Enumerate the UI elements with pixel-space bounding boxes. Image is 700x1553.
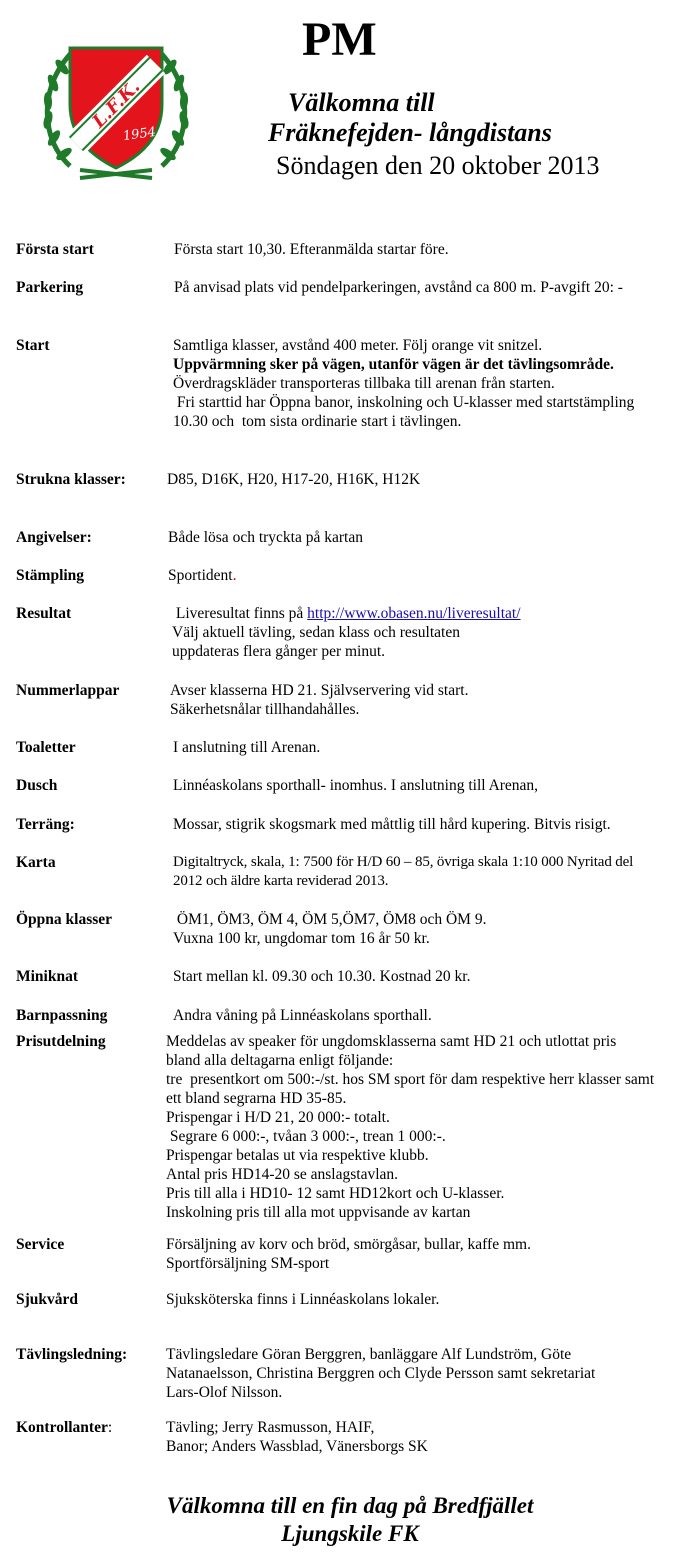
text-line: Lars-Olof Nilsson. [166, 1384, 283, 1401]
section-text [173, 738, 696, 757]
text-line: Prispengar betalas ut via respektive klubb. [166, 1147, 429, 1164]
section-text [173, 1006, 696, 1025]
section-label [16, 1418, 112, 1437]
text-line: Sportident [168, 567, 233, 584]
text-line: Digitaltryck, skala, 1: 7500 för H/D 60 – 85, övriga skala 1:10 000 Nyritad del [173, 854, 634, 870]
text-line: Både lösa och tryckta på kartan [168, 529, 363, 546]
text-line: Tävling; Jerry Rasmusson, HAIF, [166, 1419, 375, 1436]
text-line: ett bland segrarna HD 35-85. [166, 1090, 347, 1107]
section-text [173, 776, 696, 795]
text-line: Överdragskläder transporteras tillbaka till arenan från starten. [173, 375, 555, 392]
text-line: . [232, 567, 237, 584]
text-line: Sjuksköterska finns i Linnéaskolans lokaler. [166, 1291, 440, 1308]
text-line: D85, D16K, H20, H17-20, H16K, H12K [167, 471, 421, 488]
section-label: Start [16, 337, 50, 354]
section-text [167, 470, 696, 489]
text-line: Vuxna 100 kr, ungdomar tom 16 år 50 kr. [173, 930, 430, 947]
text-line: Fri starttid har Öppna banor, inskolning och U-klasser med startstämpling [173, 394, 635, 411]
text-line: ÖM1, ÖM3, ÖM 4, ÖM 5,ÖM7, ÖM8 och ÖM 9. [173, 911, 487, 928]
text-line: Banor; Anders Wassblad, Vänersborgs SK [166, 1438, 428, 1455]
section-text [174, 278, 696, 297]
text-line: uppdateras flera gånger per minut. [172, 643, 386, 660]
liveresult-link[interactable]: http://www.obasen.nu/liveresultat/ [307, 605, 521, 622]
text-line: Andra våning på Linnéaskolans sporthall. [173, 1007, 432, 1024]
section-label-suffix: : [107, 1419, 113, 1436]
text-line: Meddelas av speaker för ungdomsklasserna samt HD 21 och utlottat pris [166, 1033, 617, 1050]
page-title: PM [302, 13, 377, 66]
section-label: Tävlingsledning: [16, 1346, 128, 1363]
text-line: bland alla deltagarna enligt följande: [166, 1052, 394, 1069]
text-line: Mossar, stigrik skogsmark med måttlig till hård kupering. Bitvis risigt. [173, 816, 611, 833]
text-line: Tävlingsledare Göran Berggren, banläggare Alf Lundström, Göte [166, 1346, 572, 1363]
text-line: Samtliga klasser, avstånd 400 meter. Följ orange vit snitzel. [173, 337, 543, 354]
text-line: Första start 10,30. Efteranmälda startar före. [174, 241, 449, 258]
event-name: Fräknefejden- långdistans [268, 118, 552, 147]
section-label: Stämpling [16, 567, 85, 584]
text-line: Sportförsäljning SM-sport [166, 1255, 330, 1272]
text-line: Inskolning pris till alla mot uppvisande av kartan [166, 1204, 471, 1221]
section-text [173, 910, 696, 948]
footer-club: Ljungskile FK [281, 1521, 419, 1546]
text-line: Liveresultat finns på [175, 605, 308, 622]
warmup-notice: Uppvärmning sker på vägen, utanför vägen är det tävlingsområde. [173, 356, 614, 373]
section-label: Parkering [16, 279, 84, 296]
section-text [172, 604, 696, 661]
text-line: Pris till alla i HD10- 12 samt HD12kort och U-klasser. [166, 1185, 505, 1202]
text-line: Prispengar i H/D 21, 20 000:- totalt. [166, 1109, 390, 1126]
text-line: 2012 och äldre karta reviderad 2013. [173, 873, 389, 889]
text-line: Natanaelsson, Christina Berggren och Clyde Persson samt sekretariat [166, 1365, 596, 1382]
text-line: Avser klasserna HD 21. Självservering vid start. [170, 682, 469, 699]
section-label: Toaletter [16, 739, 76, 756]
text-line: I anslutning till Arenan. [173, 739, 321, 756]
club-logo [40, 34, 192, 186]
text-line: tre presentkort om 500:-/st. hos SM sport för dam respektive herr klasser samt [166, 1071, 655, 1088]
section-label: Dusch [16, 777, 58, 794]
section-text [168, 566, 696, 585]
section-label: Sjukvård [16, 1291, 79, 1308]
section-label: Angivelser: [16, 529, 92, 546]
text-line: 10.30 och tom sista ordinarie start i tävlingen. [173, 413, 462, 430]
section-label: Öppna klasser [16, 911, 113, 928]
section-label: Prisutdelning [16, 1033, 106, 1050]
section-label: Nummerlappar [16, 682, 120, 699]
section-text [173, 336, 696, 431]
event-date: Söndagen den 20 oktober 2013 [276, 151, 600, 180]
text-line: Linnéaskolans sporthall- inomhus. I anslutning till Arenan, [173, 777, 539, 794]
section-label: Service [16, 1236, 65, 1253]
section-text [166, 1235, 696, 1273]
section-label: Strukna klasser: [16, 471, 126, 488]
logo-letters: L.F.K. [88, 76, 145, 133]
section-text [166, 1032, 696, 1222]
text-line: Antal pris HD14-20 se anslagstavlan. [166, 1166, 399, 1183]
section-text [168, 528, 696, 547]
section-text [166, 1418, 696, 1456]
section-label-text: Kontrollanter [16, 1419, 108, 1436]
section-text [173, 815, 696, 834]
section-label: Karta [16, 854, 56, 871]
section-text [166, 1345, 696, 1402]
section-text [170, 681, 696, 719]
section-label: Första start [16, 241, 94, 258]
text-line: Välj aktuell tävling, sedan klass och resultaten [172, 624, 460, 641]
section-text [174, 240, 696, 259]
text-line: Segrare 6 000:-, tvåan 3 000:-, trean 1 000:-. [166, 1128, 446, 1145]
text-line: Försäljning av korv och bröd, smörgåsar, bullar, kaffe mm. [166, 1236, 531, 1253]
footer-welcome: Välkomna till en fin dag på Bredfjället [166, 1493, 534, 1518]
welcome-heading: Välkomna till [288, 88, 435, 117]
logo-year: 1954 [122, 124, 157, 145]
section-label: Barnpassning [16, 1007, 108, 1024]
section-label: Resultat [16, 605, 72, 622]
section-text [173, 853, 696, 891]
text-line: Säkerhetsnålar tillhandahålles. [170, 701, 360, 718]
text-line: Start mellan kl. 09.30 och 10.30. Kostnad 20 kr. [173, 968, 471, 985]
section-text [166, 1290, 696, 1309]
section-text [173, 967, 696, 986]
section-label: Miniknat [16, 968, 79, 985]
text-line: På anvisad plats vid pendelparkeringen, avstånd ca 800 m. P-avgift 20: - [174, 279, 623, 296]
section-label: Terräng: [16, 816, 75, 833]
